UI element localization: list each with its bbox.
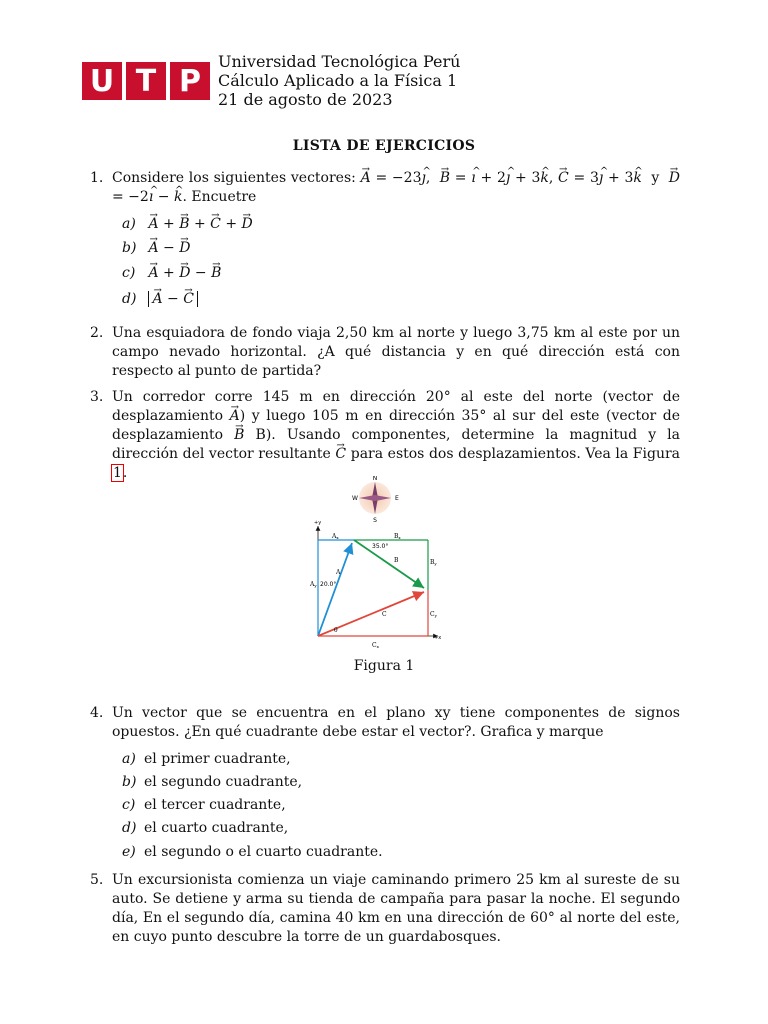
figure-caption: Figura 1: [353, 658, 415, 674]
plus-y-label: +y: [314, 520, 322, 526]
logo-letter: U: [82, 62, 122, 100]
item-label: c): [122, 265, 136, 281]
figure-reference-link[interactable]: 1: [113, 465, 122, 481]
exercise-number: 3.: [90, 389, 104, 405]
document-header: [218, 52, 460, 109]
item-label: d): [122, 820, 137, 836]
exercise-text-part: .: [122, 465, 128, 481]
exercise-text-part: B). Usando componentes, determine la magnitud y la dirección del vector resultante: [112, 427, 681, 462]
compass-n: N: [372, 476, 378, 482]
figure-1: [300, 476, 460, 660]
angle-20-label: 20.0°: [320, 581, 337, 588]
cy-label: Cy: [430, 611, 437, 618]
ax-label: Ax: [332, 533, 339, 540]
exercise-text: Considere los siguientes vectores: → A = −23^ ȷ, → B = ^ ı + 2^ ȷ + 3^ k, → C = 3^ ȷ + 3^ k y → D = −2^ ı − ^ k. Encuetre: [112, 169, 680, 207]
exercise-number: 2.: [90, 325, 104, 341]
item-text: el segundo cuadrante,: [144, 774, 303, 790]
vector-b-label: B: [394, 557, 399, 564]
compass-w: W: [352, 495, 358, 502]
item-text: el segundo o el cuarto cuadrante.: [144, 844, 383, 860]
exercise-number: 4.: [90, 705, 104, 721]
item-label: a): [122, 751, 136, 767]
compass-e: E: [395, 495, 399, 502]
bx-label: Bx: [394, 533, 401, 540]
vector-c-label: C: [382, 611, 387, 618]
page-title: LISTA DE EJERCICIOS: [292, 138, 476, 154]
exercise-4e: [122, 843, 383, 862]
compass-rose: [352, 476, 399, 524]
document-date: 21 de agosto de 2023: [218, 90, 393, 109]
exercise-3: [90, 388, 680, 483]
exercise-text-part: para estos dos desplazamientos. Vea la Figura: [350, 446, 681, 462]
vector-a: [318, 543, 352, 636]
item-label: c): [122, 797, 136, 813]
exercise-4a: [122, 750, 291, 769]
item-text: el cuarto cuadrante,: [144, 820, 289, 836]
by-label: By: [430, 559, 437, 566]
exercise-text-part: Un corredor corre 145 m en dirección 20° al este del norte (vector de desplazamiento: [112, 389, 680, 424]
exercise-2: [90, 324, 680, 381]
theta-label: θ: [334, 627, 338, 634]
logo-letter: T: [126, 62, 166, 100]
exercise-1a: a) → A + → B + → C + → D: [122, 215, 253, 234]
exercise-1b: b) → A − → D: [122, 239, 190, 258]
exercise-1c: c) → A + → D − → B: [122, 264, 221, 283]
item-text: el tercer cuadrante,: [144, 797, 286, 813]
logo-letter: P: [170, 62, 210, 100]
compass-s: S: [373, 517, 377, 524]
course-name: Cálculo Aplicado a la Física 1: [218, 71, 458, 90]
exercise-text: Un vector que se encuentra en el plano xy tiene componentes de signos opuestos. ¿En qué cuadrante debe estar el vector?. Grafica y marque: [112, 705, 680, 740]
exercise-find: Encuetre: [191, 189, 257, 205]
item-label: b): [122, 774, 137, 790]
item-label: d): [122, 291, 137, 307]
vector-a-label: A: [336, 569, 341, 576]
exercise-text: Un corredor corre 145 m en dirección 20° al este del norte (vector de desplazamiento → A) y luego 105 m en dirección 35° al sur del este (vector de desplazamiento → B B). Usando componentes, determine la magnitud y la dirección del vector resultante → C para estos dos desplazamientos. Vea la Figura 1.: [112, 388, 680, 483]
vector-diagram: [300, 476, 460, 656]
angle-35-label: 35.0°: [372, 543, 389, 550]
vector-b: [354, 540, 424, 588]
exercise-5: [90, 871, 680, 947]
cx-label: Cx: [372, 642, 379, 649]
exercise-intro: Considere los siguientes vectores:: [112, 170, 356, 186]
plus-x-label: +x: [434, 635, 442, 641]
item-label: e): [122, 844, 136, 860]
word-and: y: [651, 170, 660, 186]
exercise-4c: [122, 796, 286, 815]
exercise-number: 1.: [90, 170, 104, 186]
exercise-text-part: ) y luego 105 m en dirección 35° al sur del este (vector de desplazamiento: [112, 408, 681, 443]
exercise-1: [90, 169, 680, 207]
exercise-number: 5.: [90, 872, 104, 888]
exercise-4: [90, 704, 680, 742]
utp-logo: [82, 62, 210, 100]
exercise-4d: [122, 819, 288, 838]
exercise-1d: d) → A − → C: [122, 290, 198, 309]
exercise-text: Un excursionista comienza un viaje caminando primero 25 km al sureste de su auto. Se detiene y arma su tienda de campaña para pasar la noche. El segundo día, En el segundo día, camina 40 km en una dirección de 60° al norte del este, en cuyo punto descubre la torre de un guardabosques.: [112, 872, 680, 945]
exercise-text: Una esquiadora de fondo viaja 2,50 km al norte y luego 3,75 km al este por un campo nevado horizontal. ¿A qué distancia y en qué dirección está con respecto al punto de partida?: [112, 325, 680, 379]
item-text: el primer cuadrante,: [144, 751, 291, 767]
exercise-4b: [122, 773, 302, 792]
ay-label: Ay: [310, 581, 317, 588]
item-label: b): [122, 240, 137, 256]
university-name: Universidad Tecnológica Perú: [218, 52, 461, 71]
item-label: a): [122, 216, 136, 232]
